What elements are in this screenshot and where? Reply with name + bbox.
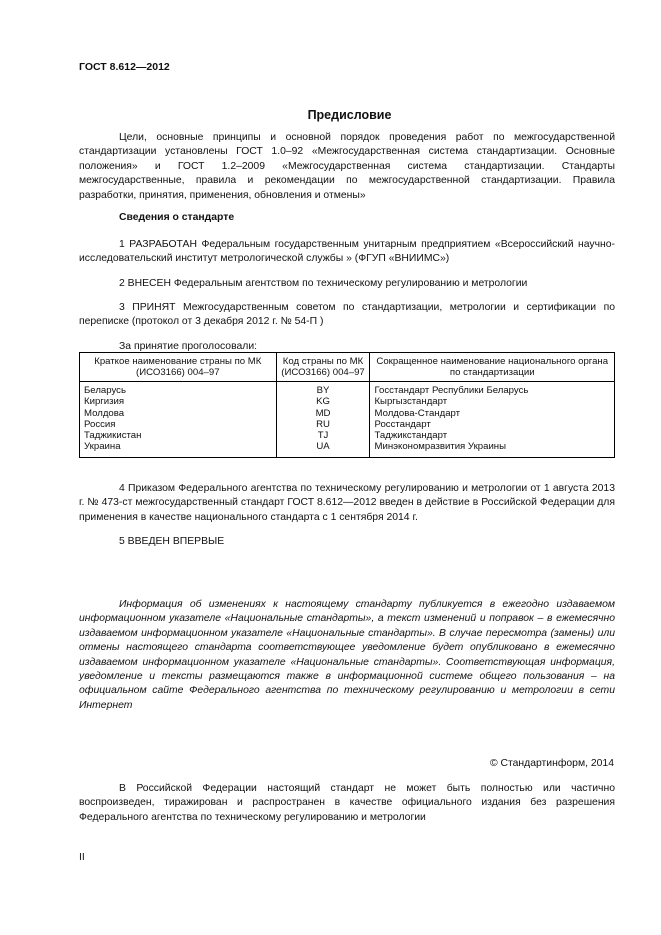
code-cell: TJ: [276, 430, 370, 441]
body-cell: Минэкономразвития Украины: [370, 441, 615, 457]
item-1-developed: 1 РАЗРАБОТАН Федеральным государственным унитарным предприятием «Всероссийский научно-исследовательский институт метрологической службы » (ФГУП «ВНИИМС»): [79, 239, 615, 265]
table-row: [80, 419, 615, 430]
copyright-line: © Стандартинформ, 2014: [489, 758, 614, 769]
reproduction-rights-paragraph: В Российской Федерации настоящий стандарт не может быть полностью или частично воспроизведен, тиражирован и распространен в качестве официального издания без разрешения Федерального агентства по техническому регулированию и метрологии: [79, 783, 615, 823]
code-cell: UA: [276, 441, 370, 457]
table-header-row: [80, 353, 615, 382]
code-cell: MD: [276, 408, 370, 419]
body-cell: Молдова-Стандарт: [370, 408, 615, 419]
body-cell: Госстандарт Республики Беларусь: [370, 382, 615, 397]
country-cell: Таджикистан: [80, 430, 277, 441]
body-cell: Таджикстандарт: [370, 430, 615, 441]
table-row: [80, 396, 615, 407]
table-row: [80, 430, 615, 441]
code-cell: RU: [276, 419, 370, 430]
body-cell: Кыргызстандарт: [370, 396, 615, 407]
code-cell: BY: [276, 382, 370, 397]
amendments-notice: Информация об изменениях к настоящему стандарту публикуется в ежегодно издаваемом информационном указателе «Национальные стандарты», а текст изменений и поправок – в ежемесячно издаваемом информационном указателе «Национальные стандарты». В случае пересмотра (замены) или отмены настоящего стандарта соответствующее уведомление будет опубликовано в ежемесячно издаваемом информационном указателе «Национальные стандарты». Соответствующая информация, уведомление и тексты размещаются также в информационной системе общего пользования – на официальном сайте Федерального агентства по техническому регулированию и метрологии в сети Интернет: [79, 599, 615, 711]
document-code-header: ГОСТ 8.612—2012: [79, 61, 170, 73]
table-row: [80, 382, 615, 397]
page-number: II: [79, 852, 85, 863]
column-header-code: Код страны по МК (ИСО3166) 004–97: [276, 353, 370, 382]
intro-paragraph: Цели, основные принципы и основной порядок проведения работ по межгосударственной стандартизации установлены ГОСТ 1.0–92 «Межгосударственная система стандартизации. Основные положения» и ГОСТ 1.2–2009 «Межгосударственная система стандартизации. Стандарты межгосударственные, правила и рекомендации по межгосударственной стандартизации. Правила разработки, принятия, применения, обновления и отмены»: [79, 132, 615, 201]
section-title: Предисловие: [307, 108, 392, 122]
country-cell: Украина: [80, 441, 277, 457]
country-cell: Молдова: [80, 408, 277, 419]
body-cell: Росстандарт: [370, 419, 615, 430]
country-cell: Россия: [80, 419, 277, 430]
item-4-enacted: 4 Приказом Федерального агентства по техническому регулированию и метрологии от 1 августа 2013 г. № 473-ст межгосударственный стандарт ГОСТ 8.612—2012 введен в действие в Российской Федерации для применения в качестве национального стандарта с 1 сентября 2014 г.: [79, 483, 615, 523]
country-cell: Киргизия: [80, 396, 277, 407]
table-row: [80, 441, 615, 457]
code-cell: KG: [276, 396, 370, 407]
column-header-country: Краткое наименование страны по МК (ИСО3166) 004–97: [80, 353, 277, 382]
column-header-body: Сокращенное наименование национального органа по стандартизации: [370, 353, 615, 382]
country-cell: Беларусь: [80, 382, 277, 397]
item-2-submitted: 2 ВНЕСЕН Федеральным агентством по техническому регулированию и метрологии: [119, 278, 528, 289]
table-row: [80, 408, 615, 419]
voting-table: [79, 352, 615, 458]
item-5-introduced: 5 ВВЕДЕН ВПЕРВЫЕ: [119, 536, 225, 547]
voted-label: За принятие проголосовали:: [119, 341, 258, 352]
item-3-adopted: 3 ПРИНЯТ Межгосударственным советом по стандартизации, метрологии и сертификации по переписке (протокол от 3 декабря 2012 г. № 54-П ): [79, 302, 615, 328]
info-heading: Сведения о стандарте: [119, 212, 235, 223]
